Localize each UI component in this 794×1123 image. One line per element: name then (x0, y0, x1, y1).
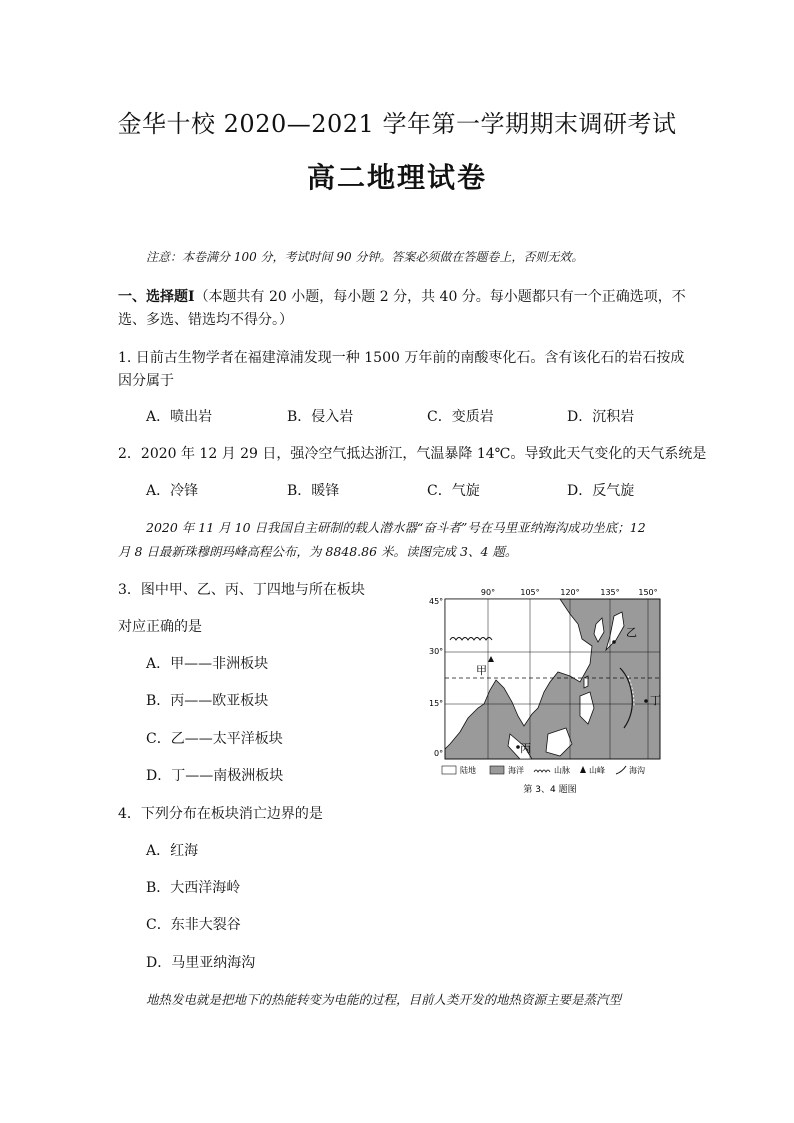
lon-label-105: 105° (520, 588, 540, 597)
plate-map-figure (420, 584, 680, 799)
legend-mountain-label: 山脉 (554, 766, 570, 775)
q4-option-d[interactable]: D．马里亚纳海沟 (146, 955, 256, 971)
legend-ocean-swatch (490, 766, 504, 774)
passage1-line1: 2020 年 11 月 10 日我国自主研制的载人潜水器“奋斗者”号在马里亚纳海沟成功坐底；12 (146, 520, 646, 535)
map-caption: 第 3、4 题图 (523, 785, 577, 795)
q2-option-c[interactable]: C．气旋 (427, 483, 480, 499)
q1-stem-line2: 因分属于 (118, 373, 174, 389)
lon-label-90: 90° (480, 588, 496, 597)
place-label-yi: 乙 (626, 626, 637, 639)
legend-peak-symbol (580, 766, 586, 773)
lat-label-45: 45° (429, 597, 444, 606)
section1-heading: 一、选择题Ⅰ (118, 289, 195, 305)
q2-stem: 2．2020 年 12 月 29 日，强冷空气抵达浙江，气温暴降 14℃。导致此天气变化的天气系统是 (118, 446, 707, 462)
place-label-bing: 丙 (520, 742, 531, 755)
q3-option-d[interactable]: D．丁——南极洲板块 (146, 768, 284, 784)
section1-instructions: （本题共有 20 小题，每小题 2 分，共 40 分。每小题都只有一个正确选项，不 (194, 289, 686, 305)
q3-stem-line1: 3．图中甲、乙、丙、丁四地与所在板块 (118, 582, 365, 598)
passage1-line2: 月 8 日最新珠穆朗玛峰高程公布，为 8848.86 米。读图完成 3、4 题。 (118, 544, 518, 559)
q4-option-c[interactable]: C．东非大裂谷 (146, 917, 241, 933)
lon-label-120: 120° (560, 588, 580, 597)
legend-peak-label: 山峰 (589, 766, 605, 775)
q1-option-b[interactable]: B．侵入岩 (287, 409, 354, 425)
lat-label-0: 0° (434, 749, 444, 758)
q3-option-a[interactable]: A．甲——非洲板块 (146, 656, 269, 672)
section1-line1 (118, 286, 686, 306)
exam-title: 金华十校 2020—2021 学年第一学期期末调研考试 (117, 110, 677, 138)
q1-option-a[interactable]: A．喷出岩 (146, 409, 213, 425)
lon-label-150: 150° (638, 588, 658, 597)
legend-mountain-symbol (534, 770, 550, 772)
place-dot-bing (516, 745, 520, 749)
q3-option-c[interactable]: C．乙——太平洋板块 (146, 731, 283, 747)
lat-label-30: 30° (429, 647, 444, 656)
legend-trench-symbol (616, 766, 626, 774)
q2-option-d[interactable]: D．反气旋 (567, 483, 635, 499)
place-dot-yi (612, 640, 616, 644)
q4-stem: 4．下列分布在板块消亡边界的是 (118, 806, 323, 822)
place-label-jia: 甲 (476, 664, 487, 677)
q3-stem-line2: 对应正确的是 (118, 619, 202, 635)
lon-label-135: 135° (600, 588, 620, 597)
q2-option-a[interactable]: A．冷锋 (146, 483, 199, 499)
q4-option-b[interactable]: B．大西洋海岭 (146, 880, 241, 896)
place-label-ding: 丁 (650, 694, 661, 707)
q4-option-a[interactable]: A．红海 (146, 843, 199, 859)
legend-land-swatch (442, 766, 456, 774)
place-dot-ding (644, 699, 648, 703)
passage2-text: 地热发电就是把地下的热能转变为电能的过程，目前人类开发的地热资源主要是蒸汽型 (146, 992, 622, 1007)
map-legend (442, 765, 645, 775)
lat-label-15: 15° (429, 699, 444, 708)
notice-text: 注意：本卷满分 100 分，考试时间 90 分钟。答案必须做在答题卷上，否则无效。 (146, 250, 584, 264)
legend-trench-label: 海沟 (629, 766, 645, 775)
legend-land-label: 陆地 (460, 766, 476, 775)
q1-option-d[interactable]: D．沉积岩 (567, 409, 635, 425)
q2-option-b[interactable]: B．暖锋 (287, 483, 340, 499)
q3-option-b[interactable]: B．丙——欧亚板块 (146, 693, 269, 709)
paper-subtitle: 高二地理试卷 (306, 161, 487, 194)
legend-ocean-label: 海洋 (508, 766, 524, 775)
q1-option-c[interactable]: C．变质岩 (427, 409, 494, 425)
q1-stem-line1: 1. 日前古生物学者在福建漳浦发现一种 1500 万年前的南酸枣化石。含有该化石的岩石按成 (118, 350, 685, 366)
section1-line2: 选、多选、错选均不得分。） (118, 312, 293, 328)
